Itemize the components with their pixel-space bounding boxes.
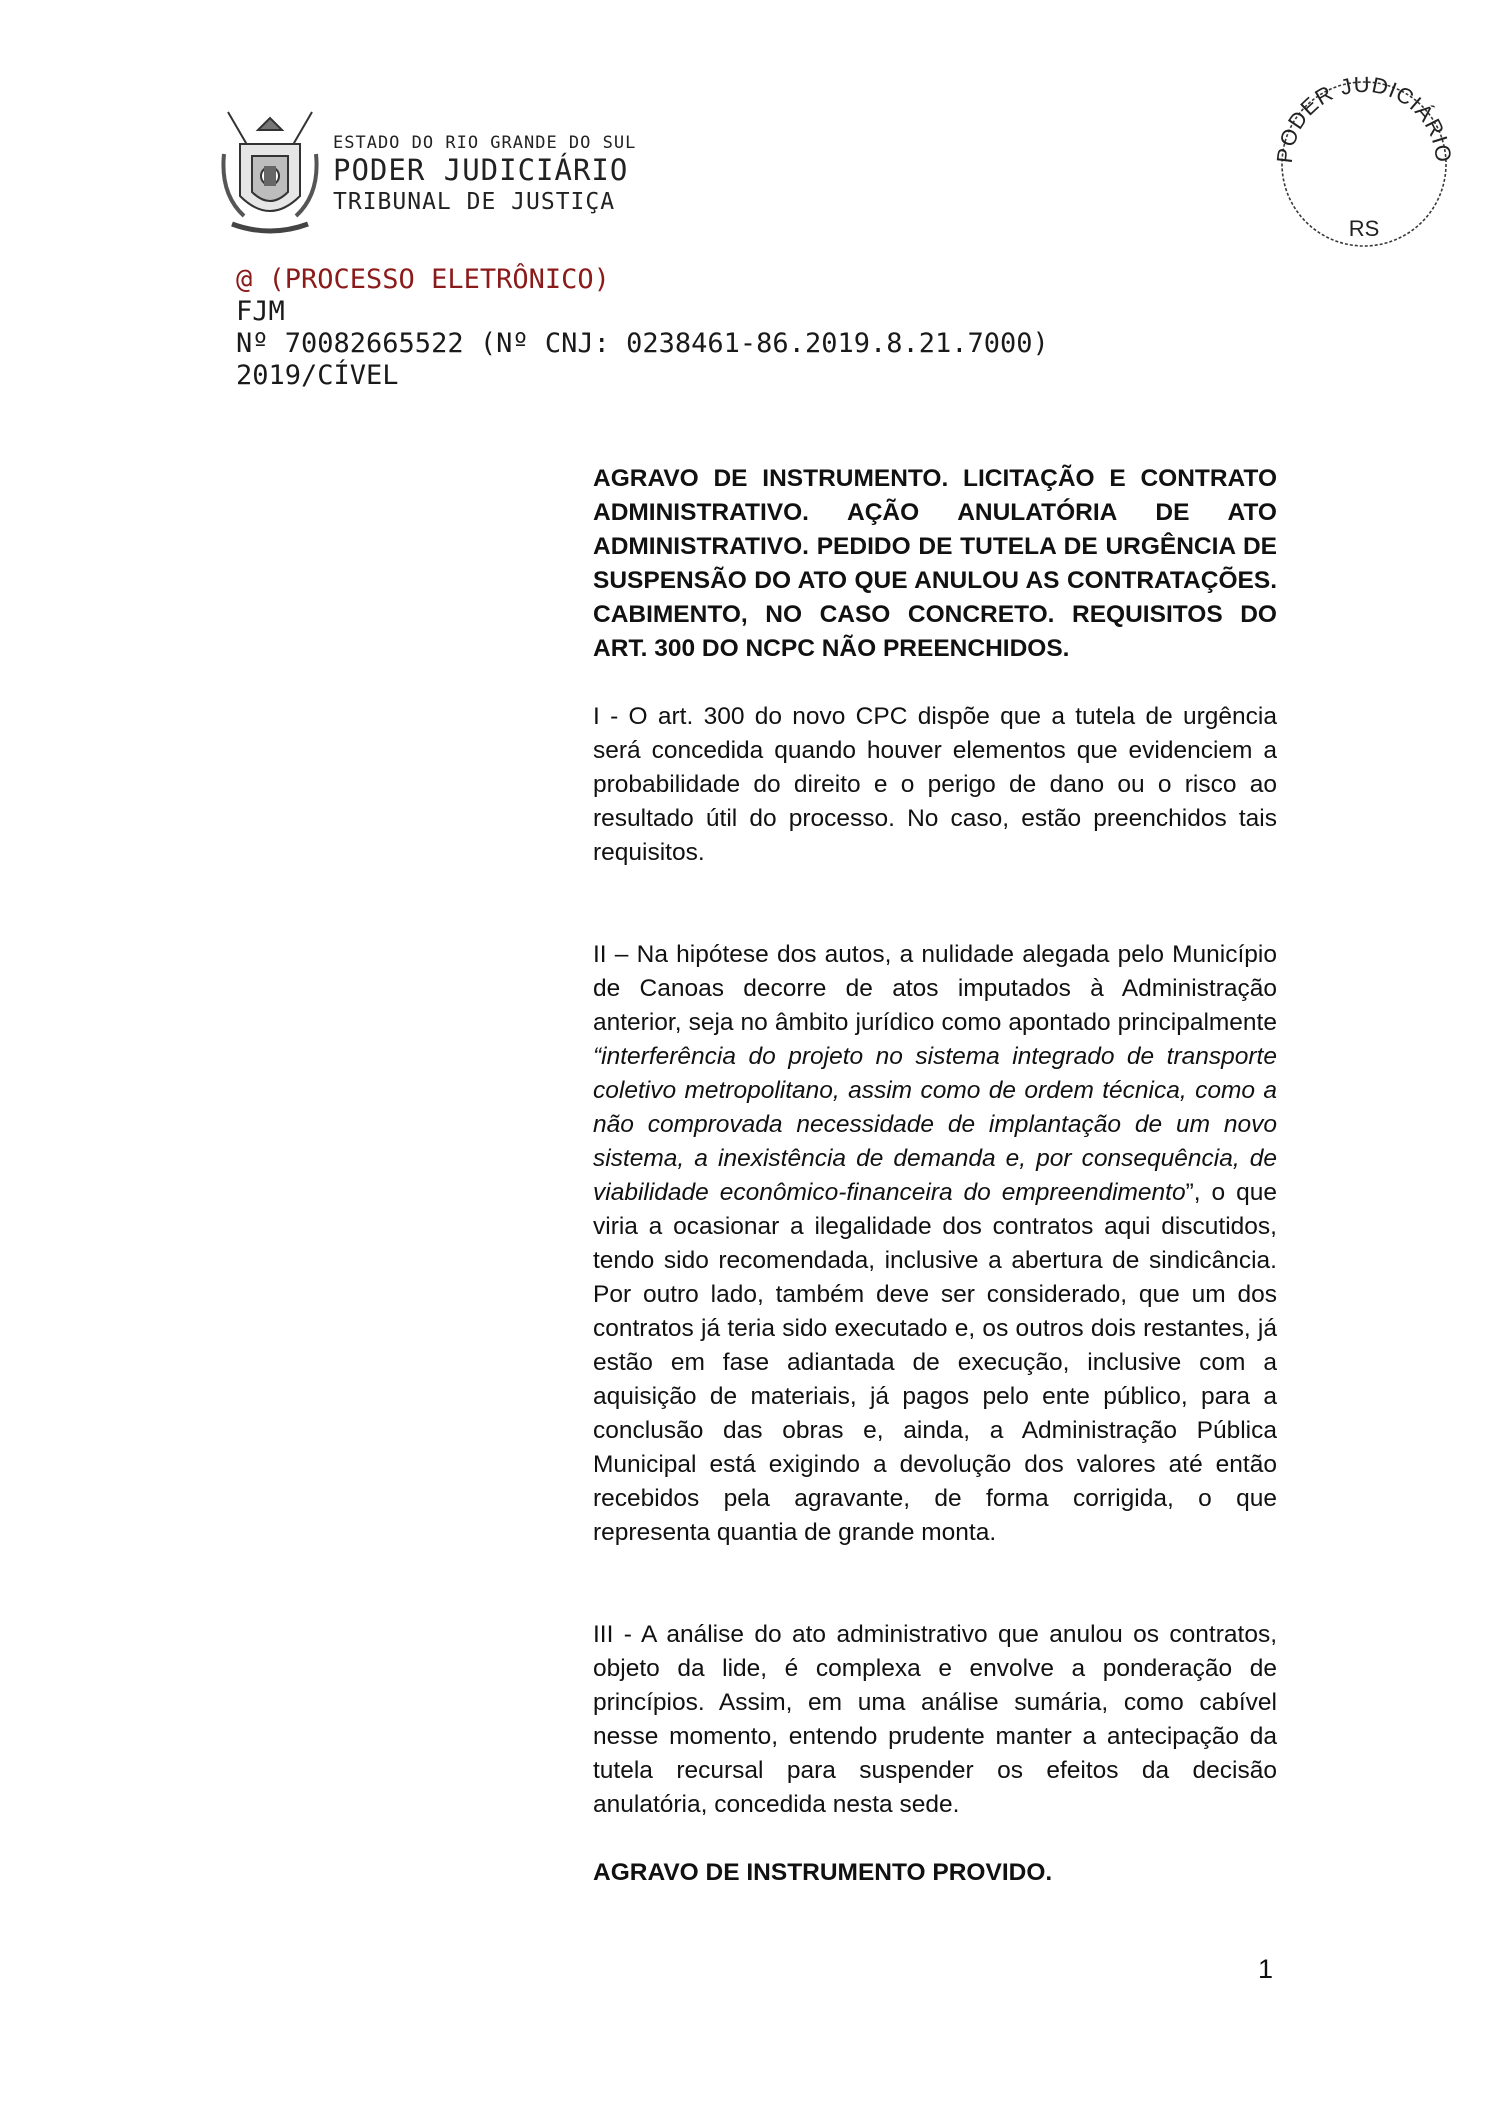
court-name: TRIBUNAL DE JUSTIÇA bbox=[333, 189, 616, 215]
state-name: ESTADO DO RIO GRANDE DO SUL bbox=[333, 133, 637, 153]
para2-end: ”, o que viria a ocasionar a ilegalidade dos contratos aqui discutidos, tendo sido recomendada, inclusive a abertura de sindicância. Por outro lado, também deve ser considerado, que um dos contratos já teria sido executado e, os outros dois restantes, já estão em fase adiantada de execução, inclusive com a aquisição de materiais, já pagos pelo ente público, para a conclusão das obras e, ainda, a Administração Pública Municipal está exigindo a devolução dos valores até então recebidos pela agravante, de forma corrigida, o que representa quantia de grande monta. bbox=[593, 1179, 1277, 1546]
stamp-top-text: PODER JUDICIÁRIO bbox=[1271, 71, 1457, 165]
ementa-paragraph-2 bbox=[593, 938, 1277, 1550]
case-number: Nº 70082665522 (Nº CNJ: 0238461-86.2019.8.21.7000) bbox=[236, 328, 1049, 359]
page-number: 1 bbox=[1258, 1954, 1274, 1984]
ementa-block bbox=[593, 462, 1277, 1890]
case-year-class: 2019/CÍVEL bbox=[236, 360, 399, 391]
case-info bbox=[236, 264, 1049, 392]
judiciary-name: PODER JUDICIÁRIO bbox=[333, 153, 629, 187]
court-header bbox=[333, 133, 636, 217]
process-type: @ (PROCESSO ELETRÔNICO) bbox=[236, 264, 610, 295]
svg-text:PODER JUDICIÁRIO bbox=[1272, 72, 1457, 165]
judge-initials: FJM bbox=[236, 296, 285, 327]
stamp-bottom-text: RS bbox=[1348, 216, 1380, 241]
para2-quote: “interferência do projeto no sistema integrado de transporte coletivo metropolitano, assim como de ordem técnica, como a não comprovada necessidade de implantação de um novo sistema, a inexistência de demanda e, por consequência, de viabilidade econômico-financeira do empreendimento bbox=[593, 1043, 1277, 1206]
ementa-paragraph-3: III - A análise do ato administrativo que anulou os contratos, objeto da lide, é complexa e envolve a ponderação de princípios. Assim, em uma análise sumária, como cabível nesse momento, entendo prudente manter a antecipação da tutela recursal para suspender os efeitos da decisão anulatória, concedida nesta sede. bbox=[593, 1621, 1277, 1818]
coat-of-arms-icon bbox=[218, 104, 322, 238]
ementa-conclusion: AGRAVO DE INSTRUMENTO PROVIDO. bbox=[593, 1859, 1053, 1886]
ementa-heading: AGRAVO DE INSTRUMENTO. LICITAÇÃO E CONTRATO ADMINISTRATIVO. AÇÃO ANULATÓRIA DE ATO ADMINISTRATIVO. PEDIDO DE TUTELA DE URGÊNCIA DE SUSPENSÃO DO ATO QUE ANULOU AS CONTRATAÇÕES. CABIMENTO, NO CASO CONCRETO. REQUISITOS DO ART. 300 DO NCPC NÃO PREENCHIDOS. bbox=[593, 465, 1277, 662]
judiciary-stamp bbox=[1266, 60, 1462, 256]
para2-start: II – Na hipótese dos autos, a nulidade alegada pelo Município de Canoas decorre de atos imputados à Administração anterior, seja no âmbito jurídico como apontado principalmente bbox=[593, 941, 1277, 1036]
ementa-paragraph-1: I - O art. 300 do novo CPC dispõe que a tutela de urgência será concedida quando houver elementos que evidenciem a probabilidade do direito e o perigo de dano ou o risco ao resultado útil do processo. No caso, estão preenchidos tais requisitos. bbox=[593, 703, 1277, 866]
